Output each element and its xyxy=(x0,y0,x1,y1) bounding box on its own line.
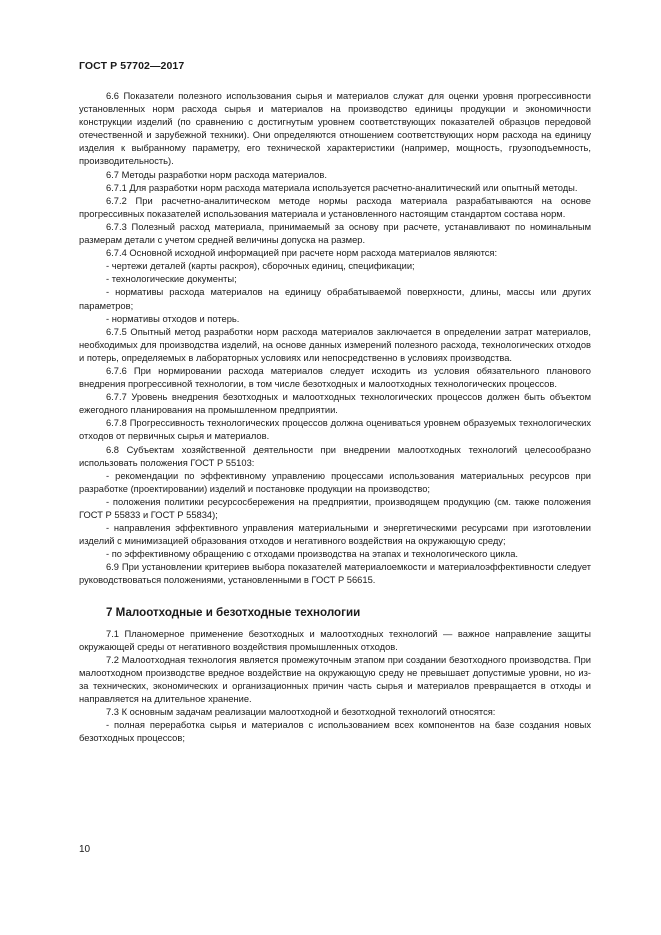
paragraph: 6.7.4 Основной исходной информацией при расчете норм расхода материалов являются: xyxy=(106,248,498,259)
paragraph: 6.9 При установлении критериев выбора показателей материалоемкости и материалоэффективности следует руководствоваться положениями, установленными в ГОСТ Р 56615. xyxy=(79,562,591,586)
list-item: - технологические документы; xyxy=(106,274,237,285)
paragraph: 7.2 Малоотходная технология является промежуточным этапом при создании безотходного производства. При малоотходном производстве вредное воздействие на окружающую среду не превышает допустимые уровни, но из-за технических, экономических и организационных причин часть сырья и материалов превращается в отходы и направляется на длительное хранение. xyxy=(79,654,591,705)
paragraph: 6.7.8 Прогрессивность технологических процессов должна оцениваться уровнем образуемых технологических отходов от первичных сырья и материалов. xyxy=(79,418,591,442)
paragraph: 6.7.3 Полезный расход материала, принимаемый за основу при расчете, устанавливают по номинальным размерам детали с учетом средней величины допуска на размер. xyxy=(79,221,591,246)
list-item: - рекомендации по эффективному управлению процессами использования материальных ресурсов при разработке (проектировании) изделий и постановке продукции на производство; xyxy=(79,470,591,494)
list-item: - направления эффективного управления материальными и энергетическими ресурсами при изготовлении изделий с минимизацией образования отходов и негативного воздействия на окружающую среду; xyxy=(79,523,591,547)
paragraph: 6.7 Методы разработки норм расхода материалов. xyxy=(106,169,327,180)
paragraph: 6.7.1 Для разработки норм расхода материала используется расчетно-аналитический или опытный методы. xyxy=(106,182,578,193)
section-6-text xyxy=(79,90,591,588)
list-item: - нормативы расхода материалов на единицу обрабатываемой поверхности, длины, массы или других параметров; xyxy=(79,287,591,311)
list-item: - по эффективному обращению с отходами производства на этапах и технологического цикла. xyxy=(106,549,518,560)
paragraph: 6.8 Субъектам хозяйственной деятельности при внедрении малоотходных технологий целесообразно использовать положения ГОСТ Р 55103: xyxy=(79,444,591,468)
list-item: - нормативы отходов и потерь. xyxy=(106,313,240,324)
paragraph: 6.7.2 При расчетно-аналитическом методе нормы расхода материала разрабатываются на основе прогрессивных показателей использования материала и установленного настоящим стандартом состава норм. xyxy=(79,195,591,219)
section-7-text xyxy=(79,628,591,746)
paragraph: 6.7.7 Уровень внедрения безотходных и малоотходных технологических процессов должен быть объектом ежегодного планирования на промышленном предприятии. xyxy=(79,392,591,416)
paragraph: 7.3 К основным задачам реализации малоотходной и безотходной технологий относятся: xyxy=(106,707,496,718)
document-body xyxy=(79,90,591,745)
paragraph: 7.1 Планомерное применение безотходных и малоотходных технологий — важное направление защиты окружающей среды от негативного воздействия промышленных отходов. xyxy=(79,628,591,652)
list-item: - полная переработка сырья и материалов с использованием всех компонентов на базе создания новых безотходных процессов; xyxy=(79,720,591,744)
paragraph: 6.6 Показатели полезного использования сырья и материалов служат для оценки уровня прогрессивности установленных норм расхода сырья и материалов на производство единицы продукции и экономичности конструкции изделий (по сравнению с достигнутым уровнем соответствующих показателей образцов передовой отечественной и зарубежной техники). Они определяются отношением соответствующих норм расхода на единицу изделия к выбранному параметру, его технической характеристики (например, мощность, грузоподъемность, производительность). xyxy=(79,91,591,167)
list-item: - чертежи деталей (карты раскроя), сборочных единиц, спецификации; xyxy=(106,261,415,272)
paragraph: 6.7.5 Опытный метод разработки норм расхода материалов заключается в определении затрат материалов, необходимых для производства изделий, на основе данных измерений полезного расхода, технологических отходов и потерь, определяемых в лабораторных условиях или непосредственно в условиях производства. xyxy=(79,326,591,363)
paragraph: 6.7.6 При нормировании расхода материалов следует исходить из условия обязательного планового внедрения прогрессивной технологии, в том числе безотходных и малоотходных технологических процессов. xyxy=(79,365,591,390)
document-header: ГОСТ Р 57702—2017 xyxy=(79,60,185,72)
list-item: - положения политики ресурсосбережения на предприятии, производящем продукцию (см. также положения ГОСТ Р 55833 и ГОСТ Р 55834); xyxy=(79,496,591,520)
section-heading: 7 Малоотходные и безотходные технологии xyxy=(106,605,361,619)
page-number: 10 xyxy=(79,844,91,855)
